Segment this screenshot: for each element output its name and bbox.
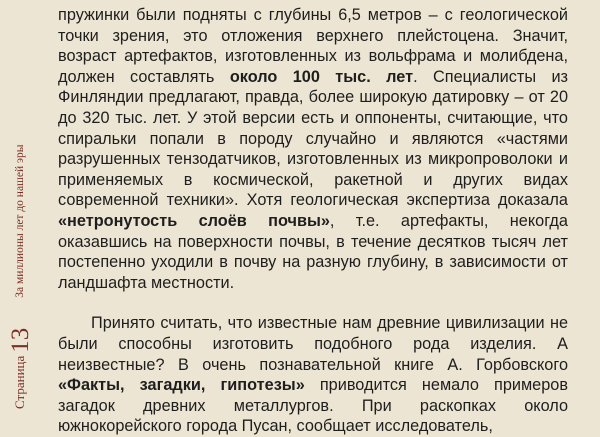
paragraph-1-text-2: . Специалисты из Финляндии предлагают, правда, более широкую датировку – от 20 до 320 тыс. лет. У этой версии есть и оппоненты, считающие, что спиральки попали в породу случайно и являются «частями разрушенных тензодатчиков, изготовленных из микропроволоки и применяемых в космической, ракетной и других видах современной техники». Хотя геологическая экспертиза доказала <box>58 67 569 210</box>
paragraph-2-bold-book-title: «Факты, загадки, гипотезы» <box>58 376 305 395</box>
page-label: Страница <box>12 355 27 409</box>
paragraph-2 <box>58 313 568 437</box>
page-number: 13 <box>6 327 34 353</box>
paragraph-1-bold-soil: «нетронутость слоёв почвы» <box>58 211 330 230</box>
paragraph-1-text-1: пружинки были подняты с глубины 6,5 метров – с геологической точки зрения, это отложения верхнего плейстоцена. Значит, возраст артефактов, изготовленных из вольфрама и молибдена, должен составлять <box>58 6 568 86</box>
paragraph-2-text-2: приводится немало примеров загадок древних металлургов. При раскопках около южнокорейского города Пусан, сообщает исследователь, <box>58 376 568 436</box>
running-title: За миллионы лет до нашей эры <box>14 144 26 298</box>
page-content <box>58 5 568 437</box>
side-banner <box>0 0 40 422</box>
paragraph-1-text-3: , т.е. артефакты, некогда оказавшись на поверхности почвы, в течение десятков тысяч лет постепенно уходили в почву на разную глубину, в зависимости от ландшафта местности. <box>58 211 568 292</box>
side-banner-text <box>8 1 32 421</box>
paragraph-1-bold-dating: около 100 тыс. лет <box>229 67 414 86</box>
paragraph-2-text-1: Принято считать, что известные нам древние цивилизации не были способны изготовить подобного рода изделия. А неизвестные? В очень познавательной книге А. Горбовского <box>58 314 568 374</box>
paragraph-1 <box>58 5 568 293</box>
